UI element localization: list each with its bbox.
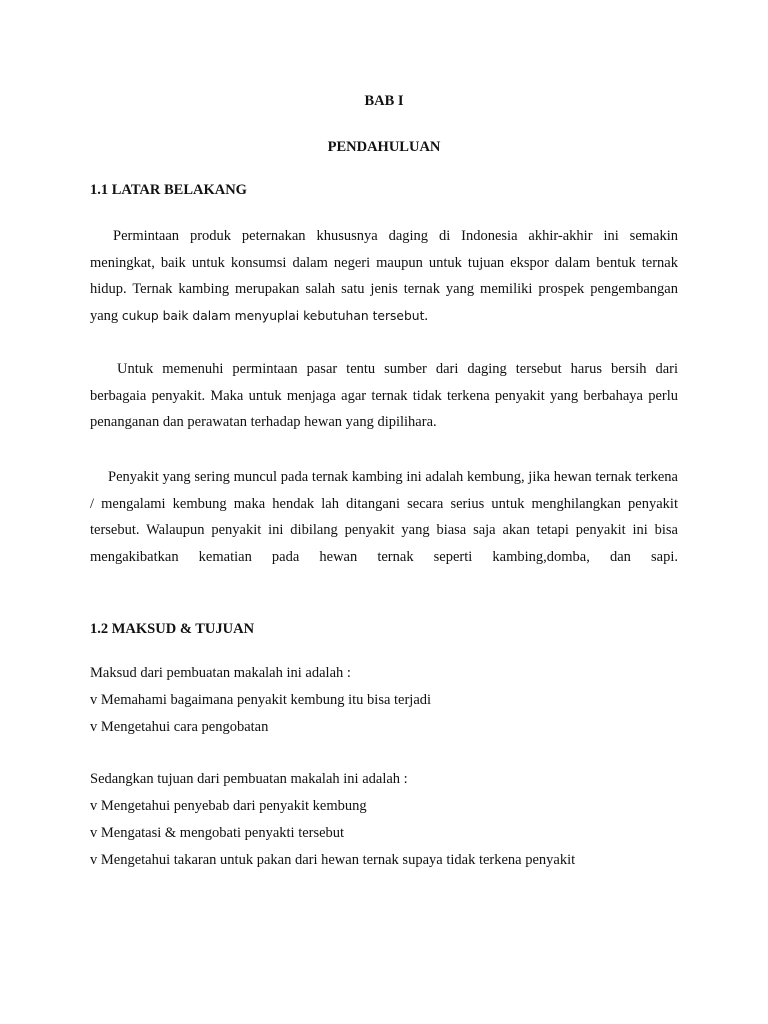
paragraph-latar-belakang-2: Untuk memenuhi permintaan pasar tentu sumber dari daging tersebut harus bersih dari berbagaia penyakit. Maka untuk menjaga agar ternak tidak terkena penyakit yang berbahaya perlu penanganan dan perawatan terhadap hewan yang dipilihara. bbox=[90, 361, 678, 431]
tujuan-item: v Mengetahui penyebab dari penyakit kembung bbox=[90, 798, 367, 814]
tujuan-item: v Mengetahui takaran untuk pakan dari hewan ternak supaya tidak terkena penyakit bbox=[90, 852, 576, 868]
paragraph-1-text: Permintaan produk peternakan khususnya daging di Indonesia akhir-akhir ini semakin meningkat, baik untuk konsumsi dalam negeri maupun untuk tujuan ekspor dalam bentuk ternak hidup. Ternak kambing merupakan salah satu jenis ternak yang memiliki prospek pengembangan yang bbox=[90, 228, 678, 325]
section-heading-latar-belakang: 1.1 LATAR BELAKANG bbox=[90, 182, 247, 198]
paragraph-latar-belakang-1 bbox=[90, 223, 678, 330]
tujuan-item: v Mengatasi & mengobati penyakti tersebut bbox=[90, 825, 345, 841]
maksud-intro: Maksud dari pembuatan makalah ini adalah : bbox=[90, 665, 351, 681]
maksud-item: v Memahami bagaimana penyakit kembung itu bisa terjadi bbox=[90, 692, 432, 708]
tujuan-intro: Sedangkan tujuan dari pembuatan makalah ini adalah : bbox=[90, 771, 408, 787]
chapter-number: BAB I bbox=[364, 93, 404, 109]
maksud-item: v Mengetahui cara pengobatan bbox=[90, 719, 269, 735]
paragraph-1-period: . bbox=[424, 308, 429, 325]
section-heading-maksud-tujuan: 1.2 MAKSUD & TUJUAN bbox=[90, 621, 255, 637]
chapter-title: PENDAHULUAN bbox=[327, 139, 441, 155]
paragraph-1-sans-run: cukup baik dalam menyuplai kebutuhan tersebut bbox=[121, 309, 425, 324]
paragraph-latar-belakang-3: Penyakit yang sering muncul pada ternak kambing ini adalah kembung, jika hewan ternak terkena / mengalami kembung maka hendak lah ditangani secara serius untuk menghilangkan penyakit tersebut. Walaupun penyakit ini dibilang penyakit yang biasa saja akan tetapi penyakit ini bisa mengakibatkan kematian pada hewan ternak seperti kambing,domba, dan sapi. bbox=[90, 469, 678, 566]
